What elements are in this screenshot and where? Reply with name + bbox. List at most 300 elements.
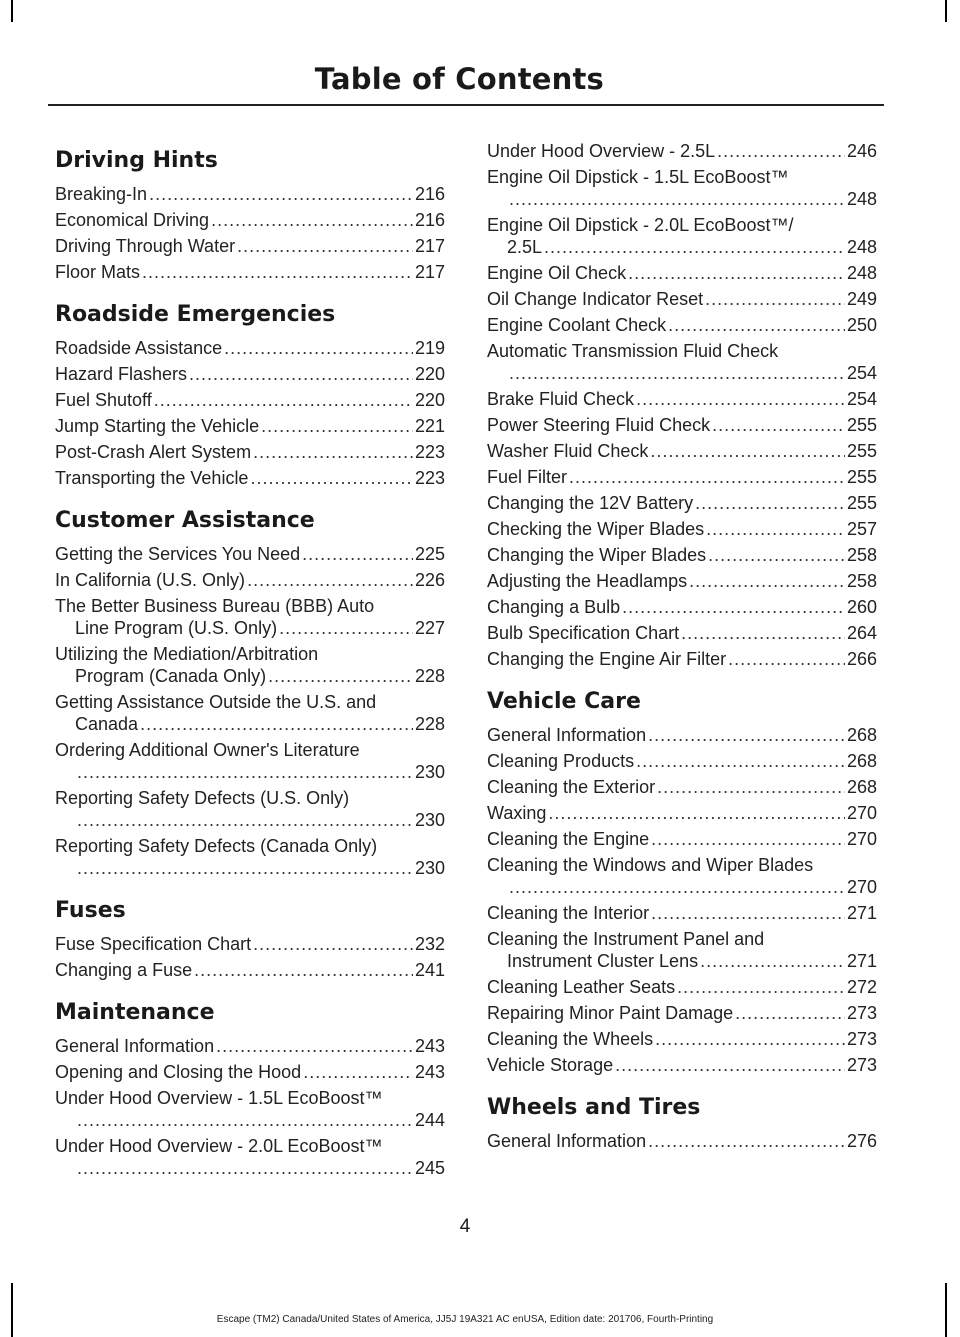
toc-entry-page: 273	[846, 1055, 877, 1075]
toc-entry-page: 245	[414, 1158, 445, 1178]
toc-entry-title: Opening and Closing the Hood	[55, 1062, 302, 1082]
dot-leader	[247, 569, 413, 591]
toc-entry-row	[487, 976, 877, 998]
toc-entry-row	[487, 596, 877, 618]
toc-entry-title: General Information	[487, 1131, 647, 1151]
dot-leader	[648, 1130, 845, 1152]
toc-entry[interactable]	[55, 787, 445, 831]
toc-entry-page: 228	[414, 714, 445, 734]
toc-entry-title: Ordering Additional Owner's Literature	[55, 740, 360, 760]
toc-entry[interactable]	[55, 183, 445, 205]
toc-entry-title: Automatic Transmission Fluid Check	[487, 341, 779, 361]
toc-entry-title: Roadside Assistance	[55, 338, 223, 358]
toc-entry-page: 249	[846, 289, 877, 309]
dot-leader	[655, 1028, 845, 1050]
toc-entry-page: 226	[414, 570, 445, 590]
toc-entry[interactable]	[55, 835, 445, 879]
toc-entry-title: Oil Change Indicator Reset	[487, 289, 704, 309]
toc-entry[interactable]	[487, 140, 877, 162]
toc-entry[interactable]	[55, 643, 445, 687]
toc-entry-title-continuation: 2.5L	[507, 237, 543, 257]
toc-entry-row	[487, 388, 877, 410]
toc-entry-title: Fuse Specification Chart	[55, 934, 252, 954]
toc-entry-page: 255	[846, 415, 877, 435]
toc-entry-page: 258	[846, 571, 877, 591]
toc-entry-page: 266	[846, 649, 877, 669]
toc-entry-page: 241	[414, 960, 445, 980]
toc-entry[interactable]	[487, 902, 877, 924]
toc-entry-page: 254	[846, 363, 877, 383]
toc-entry-title: Floor Mats	[55, 262, 141, 282]
dot-leader	[77, 857, 413, 879]
dot-leader	[509, 876, 845, 898]
toc-entry[interactable]	[55, 235, 445, 257]
dot-leader	[237, 235, 413, 257]
toc-entry-title: Engine Coolant Check	[487, 315, 667, 335]
toc-entry-page: 255	[846, 493, 877, 513]
toc-entry-title: Changing the Wiper Blades	[487, 545, 707, 565]
toc-section	[55, 897, 445, 981]
toc-entry-title: Cleaning the Wheels	[487, 1029, 654, 1049]
toc-entry-page: 219	[414, 338, 445, 358]
toc-entry-page: 270	[846, 877, 877, 897]
toc-entry-title: Adjusting the Headlamps	[487, 571, 688, 591]
toc-section	[55, 147, 445, 283]
toc-entry[interactable]	[487, 166, 877, 210]
toc-entry-continuation-row	[55, 809, 445, 831]
toc-entry[interactable]	[55, 959, 445, 981]
section-heading: Vehicle Care	[487, 689, 641, 714]
toc-entry-row	[487, 802, 877, 824]
toc-entry[interactable]	[55, 543, 445, 565]
toc-entry-page: 220	[414, 364, 445, 384]
dot-leader	[717, 140, 845, 162]
toc-entry-page: 230	[414, 858, 445, 878]
toc-entry[interactable]	[487, 1002, 877, 1024]
toc-entry-title: Cleaning Leather Seats	[487, 977, 676, 997]
toc-entry[interactable]	[487, 724, 877, 746]
toc-entry-continuation-row	[55, 617, 445, 639]
crop-mark-top-left-vertical	[11, 0, 13, 22]
toc-entry-row	[55, 933, 445, 955]
toc-entry-title: General Information	[487, 725, 647, 745]
toc-entry[interactable]	[487, 440, 877, 462]
page-number: 4	[459, 1216, 471, 1237]
section-heading: Driving Hints	[55, 148, 218, 173]
dot-leader	[253, 933, 413, 955]
toc-entry-page: 268	[846, 751, 877, 771]
toc-entry-row	[487, 622, 877, 644]
toc-entry[interactable]	[487, 648, 877, 670]
toc-entry[interactable]	[487, 750, 877, 772]
toc-entry[interactable]	[487, 1054, 877, 1076]
toc-entry[interactable]	[55, 337, 445, 359]
toc-entry-row	[55, 389, 445, 411]
toc-entry-title: Changing the Engine Air Filter	[487, 649, 727, 669]
toc-entry-page: 272	[846, 977, 877, 997]
toc-entry-title: Waxing	[487, 803, 547, 823]
dot-leader	[224, 337, 413, 359]
toc-entry-title: Hazard Flashers	[55, 364, 188, 384]
toc-entry-title: The Better Business Bureau (BBB) Auto	[55, 596, 375, 616]
toc-entry-row	[55, 959, 445, 981]
toc-entry-row	[487, 440, 877, 462]
toc-entry-page: 223	[414, 468, 445, 488]
toc-entry-page: 220	[414, 390, 445, 410]
dot-leader	[253, 441, 413, 463]
toc-entry-continuation-row	[55, 1109, 445, 1131]
toc-entry-title: Transporting the Vehicle	[55, 468, 249, 488]
toc-entry-title: Under Hood Overview - 1.5L EcoBoost™	[55, 1088, 383, 1108]
dot-leader	[211, 209, 413, 231]
dot-leader	[149, 183, 413, 205]
toc-entry-continuation-row	[487, 362, 877, 384]
dot-leader	[77, 761, 413, 783]
toc-entry-title: Driving Through Water	[55, 236, 236, 256]
dot-leader	[636, 750, 845, 772]
toc-entry-title: Getting the Services You Need	[55, 544, 301, 564]
toc-entry-title-continuation: Instrument Cluster Lens	[507, 951, 699, 971]
dot-leader	[154, 389, 413, 411]
toc-entry-row	[487, 518, 877, 540]
dot-leader	[636, 388, 845, 410]
toc-entry[interactable]	[55, 1035, 445, 1057]
dot-leader	[569, 466, 845, 488]
toc-entry-page: 276	[846, 1131, 877, 1151]
toc-entry[interactable]	[55, 261, 445, 283]
toc-entry[interactable]	[487, 340, 877, 384]
toc-entry-page: 270	[846, 803, 877, 823]
toc-entry[interactable]	[55, 1061, 445, 1083]
toc-entry-title: Engine Oil Dipstick - 1.5L EcoBoost™	[487, 167, 789, 187]
toc-entry[interactable]	[55, 933, 445, 955]
toc-entry-page: 243	[414, 1036, 445, 1056]
toc-entry-continuation-row	[487, 188, 877, 210]
toc-entry-row	[55, 441, 445, 463]
toc-entry[interactable]	[487, 288, 877, 310]
toc-entry[interactable]	[55, 739, 445, 783]
toc-entry-row	[487, 902, 877, 924]
toc-entry-page: 248	[846, 263, 877, 283]
toc-entry[interactable]	[487, 544, 877, 566]
toc-entry[interactable]	[55, 1135, 445, 1179]
toc-entry[interactable]	[487, 262, 877, 284]
toc-entry-row	[487, 1002, 877, 1024]
toc-entry-title-continuation: Program (Canada Only)	[75, 666, 267, 686]
toc-entry-page: 230	[414, 762, 445, 782]
toc-entry[interactable]	[487, 596, 877, 618]
dot-leader	[708, 544, 845, 566]
dot-leader	[194, 959, 413, 981]
toc-entry-row	[487, 262, 877, 284]
toc-section	[487, 688, 877, 1076]
toc-entry-row	[55, 543, 445, 565]
dot-leader	[705, 288, 845, 310]
toc-entry-page: 273	[846, 1003, 877, 1023]
crop-mark-top-right-vertical	[945, 0, 947, 22]
toc-entry[interactable]	[487, 492, 877, 514]
dot-leader	[261, 415, 413, 437]
toc-entry-row	[55, 261, 445, 283]
toc-entry-title: Cleaning the Exterior	[487, 777, 656, 797]
toc-entry-title: Cleaning the Windows and Wiper Blades	[487, 855, 814, 875]
toc-entry-title-continuation: Line Program (U.S. Only)	[75, 618, 278, 638]
toc-entry-row	[55, 235, 445, 257]
toc-entry-page: 271	[846, 903, 877, 923]
toc-entry-title: Reporting Safety Defects (Canada Only)	[55, 836, 378, 856]
toc-entry-continuation-row	[55, 713, 445, 735]
toc-entry[interactable]	[487, 1130, 877, 1152]
toc-entry[interactable]	[487, 1028, 877, 1050]
toc-entry-row	[487, 1130, 877, 1152]
toc-entry-title: Checking the Wiper Blades	[487, 519, 705, 539]
toc-entry-title: Post-Crash Alert System	[55, 442, 252, 462]
section-heading: Wheels and Tires	[487, 1095, 701, 1120]
toc-entry-continuation-row	[487, 950, 877, 972]
section-heading: Fuses	[55, 898, 126, 923]
toc-entry-row	[487, 648, 877, 670]
toc-entry-title: Power Steering Fluid Check	[487, 415, 711, 435]
toc-entry[interactable]	[487, 414, 877, 436]
dot-leader	[509, 362, 845, 384]
toc-entry-page: 250	[846, 315, 877, 335]
toc-column-right	[487, 140, 877, 1170]
toc-entry-page: 257	[846, 519, 877, 539]
toc-entry[interactable]	[487, 928, 877, 972]
dot-leader	[544, 236, 845, 258]
toc-entry-continuation-row	[55, 857, 445, 879]
toc-entry-page: 254	[846, 389, 877, 409]
toc-entry-row	[487, 466, 877, 488]
toc-entry-page: 216	[414, 210, 445, 230]
dot-leader	[728, 648, 845, 670]
toc-entry-page: 248	[846, 189, 877, 209]
toc-entry-title: Cleaning the Interior	[487, 903, 650, 923]
toc-entry-title: Reporting Safety Defects (U.S. Only)	[55, 788, 350, 808]
toc-entry-title: Fuel Shutoff	[55, 390, 152, 410]
toc-entry-page: 223	[414, 442, 445, 462]
page-title: Table of Contents	[314, 62, 604, 96]
toc-entry-row	[487, 750, 877, 772]
toc-entry-page: 221	[414, 416, 445, 436]
edition-footer: Escape (TM2) Canada/United States of America, JJ5J 19A321 AC enUSA, Edition date: 201706, Fourth-Printing	[216, 1314, 714, 1325]
dot-leader	[303, 1061, 413, 1083]
toc-entry-row	[487, 1054, 877, 1076]
toc-entry-row	[55, 209, 445, 231]
toc-entry-row	[487, 492, 877, 514]
toc-section	[55, 999, 445, 1179]
toc-entry-page: 268	[846, 725, 877, 745]
dot-leader	[648, 724, 845, 746]
toc-entry-row	[487, 570, 877, 592]
toc-entry[interactable]	[55, 209, 445, 231]
toc-column-left	[55, 140, 445, 1197]
dot-leader	[681, 622, 845, 644]
toc-entry[interactable]	[487, 802, 877, 824]
dot-leader	[650, 440, 845, 462]
toc-entry-page: 227	[414, 618, 445, 638]
toc-entry[interactable]	[487, 828, 877, 850]
toc-entry-continuation-row	[55, 665, 445, 687]
toc-entry-page: 217	[414, 262, 445, 282]
toc-entry-row	[487, 1028, 877, 1050]
toc-entry-title-continuation: Canada	[75, 714, 139, 734]
toc-entry[interactable]	[55, 595, 445, 639]
toc-entry[interactable]	[487, 622, 877, 644]
toc-entry-continuation-row	[55, 1157, 445, 1179]
toc-section	[55, 301, 445, 489]
toc-entry-row	[487, 828, 877, 850]
toc-entry-row	[55, 363, 445, 385]
toc-entry-row	[55, 1061, 445, 1083]
toc-entry-continuation-row	[487, 876, 877, 898]
toc-entry-page: 258	[846, 545, 877, 565]
toc-entry-row	[487, 724, 877, 746]
toc-entry-title: Jump Starting the Vehicle	[55, 416, 260, 436]
toc-entry-title: Brake Fluid Check	[487, 389, 635, 409]
dot-leader	[677, 976, 845, 998]
section-heading: Customer Assistance	[55, 508, 315, 533]
toc-entry[interactable]	[487, 854, 877, 898]
toc-entry-title: Bulb Specification Chart	[487, 623, 680, 643]
dot-leader	[735, 1002, 845, 1024]
dot-leader	[250, 467, 413, 489]
toc-entry[interactable]	[55, 569, 445, 591]
toc-entry-title: Cleaning Products	[487, 751, 635, 771]
toc-entry[interactable]	[487, 976, 877, 998]
toc-entry[interactable]	[487, 466, 877, 488]
toc-entry-title: Breaking-In	[55, 184, 148, 204]
dot-leader	[189, 363, 413, 385]
toc-entry-page: 271	[846, 951, 877, 971]
toc-entry[interactable]	[487, 388, 877, 410]
toc-entry[interactable]	[487, 776, 877, 798]
toc-entry-page: 232	[414, 934, 445, 954]
toc-entry-page: 248	[846, 237, 877, 257]
toc-entry-title: Cleaning the Engine	[487, 829, 650, 849]
dot-leader	[657, 776, 845, 798]
toc-entry-page: 217	[414, 236, 445, 256]
dot-leader	[622, 596, 845, 618]
toc-entry-title: Under Hood Overview - 2.0L EcoBoost™	[55, 1136, 383, 1156]
toc-entry-continuation-row	[55, 761, 445, 783]
toc-entry[interactable]	[487, 214, 877, 258]
toc-entry-title: Engine Oil Check	[487, 263, 627, 283]
toc-entry-page: 228	[414, 666, 445, 686]
dot-leader	[216, 1035, 413, 1057]
toc-entry-title: Changing a Bulb	[487, 597, 621, 617]
toc-entry-title: Cleaning the Instrument Panel and	[487, 929, 765, 949]
dot-leader	[651, 902, 845, 924]
toc-entry[interactable]	[487, 518, 877, 540]
crop-mark-bottom-right-vertical	[945, 1283, 947, 1337]
dot-leader	[628, 262, 845, 284]
dot-leader	[548, 802, 845, 824]
dot-leader	[268, 665, 413, 687]
toc-entry-title: In California (U.S. Only)	[55, 570, 246, 590]
toc-section	[55, 507, 445, 879]
toc-entry-title: Under Hood Overview - 2.5L	[487, 141, 716, 161]
toc-section	[487, 140, 877, 670]
dot-leader	[302, 543, 413, 565]
toc-entry-title: Economical Driving	[55, 210, 210, 230]
section-heading: Roadside Emergencies	[55, 302, 336, 327]
dot-leader	[706, 518, 845, 540]
toc-entry-title: Changing the 12V Battery	[487, 493, 694, 513]
toc-entry-page: 255	[846, 441, 877, 461]
dot-leader	[509, 188, 845, 210]
dot-leader	[77, 1109, 413, 1131]
toc-entry-page: 260	[846, 597, 877, 617]
toc-entry-page: 216	[414, 184, 445, 204]
toc-entry-title: Getting Assistance Outside the U.S. and	[55, 692, 377, 712]
toc-entry-row	[55, 337, 445, 359]
toc-entry-page: 230	[414, 810, 445, 830]
toc-entry-title: General Information	[55, 1036, 215, 1056]
dot-leader	[712, 414, 845, 436]
toc-entry[interactable]	[487, 570, 877, 592]
toc-section	[487, 1094, 877, 1152]
toc-entry-row	[55, 467, 445, 489]
toc-entry-row	[487, 140, 877, 162]
toc-entry[interactable]	[55, 467, 445, 489]
toc-entry[interactable]	[55, 415, 445, 437]
toc-entry[interactable]	[55, 441, 445, 463]
dot-leader	[142, 261, 413, 283]
dot-leader	[279, 617, 413, 639]
toc-entry-title: Vehicle Storage	[487, 1055, 614, 1075]
toc-entry-row	[487, 776, 877, 798]
toc-entry-page: 273	[846, 1029, 877, 1049]
toc-entry-title: Repairing Minor Paint Damage	[487, 1003, 734, 1023]
toc-entry[interactable]	[55, 363, 445, 385]
toc-entry-title: Engine Oil Dipstick - 2.0L EcoBoost™/	[487, 215, 794, 235]
toc-entry-page: 246	[846, 141, 877, 161]
header-divider	[48, 104, 884, 106]
toc-entry-row	[487, 288, 877, 310]
dot-leader	[77, 809, 413, 831]
toc-entry-page: 244	[414, 1110, 445, 1130]
dot-leader	[140, 713, 413, 735]
toc-entry-row	[55, 415, 445, 437]
toc-entry-title: Changing a Fuse	[55, 960, 193, 980]
toc-entry-page: 268	[846, 777, 877, 797]
toc-entry[interactable]	[55, 389, 445, 411]
toc-entry-page: 255	[846, 467, 877, 487]
toc-entry-page: 270	[846, 829, 877, 849]
toc-entry-row	[487, 544, 877, 566]
dot-leader	[689, 570, 845, 592]
toc-entry-title: Washer Fluid Check	[487, 441, 649, 461]
toc-entry-row	[55, 569, 445, 591]
crop-mark-bottom-left-vertical	[11, 1283, 13, 1337]
toc-entry-title: Utilizing the Mediation/Arbitration	[55, 644, 319, 664]
toc-entry-row	[487, 414, 877, 436]
toc-entry[interactable]	[487, 314, 877, 336]
toc-entry-title: Fuel Filter	[487, 467, 568, 487]
dot-leader	[695, 492, 845, 514]
toc-entry-page: 243	[414, 1062, 445, 1082]
toc-entry[interactable]	[55, 1087, 445, 1131]
toc-entry-row	[55, 183, 445, 205]
toc-entry-row	[487, 314, 877, 336]
dot-leader	[615, 1054, 845, 1076]
toc-entry-page: 264	[846, 623, 877, 643]
dot-leader	[668, 314, 845, 336]
dot-leader	[651, 828, 845, 850]
section-heading: Maintenance	[55, 1000, 215, 1025]
toc-entry[interactable]	[55, 691, 445, 735]
